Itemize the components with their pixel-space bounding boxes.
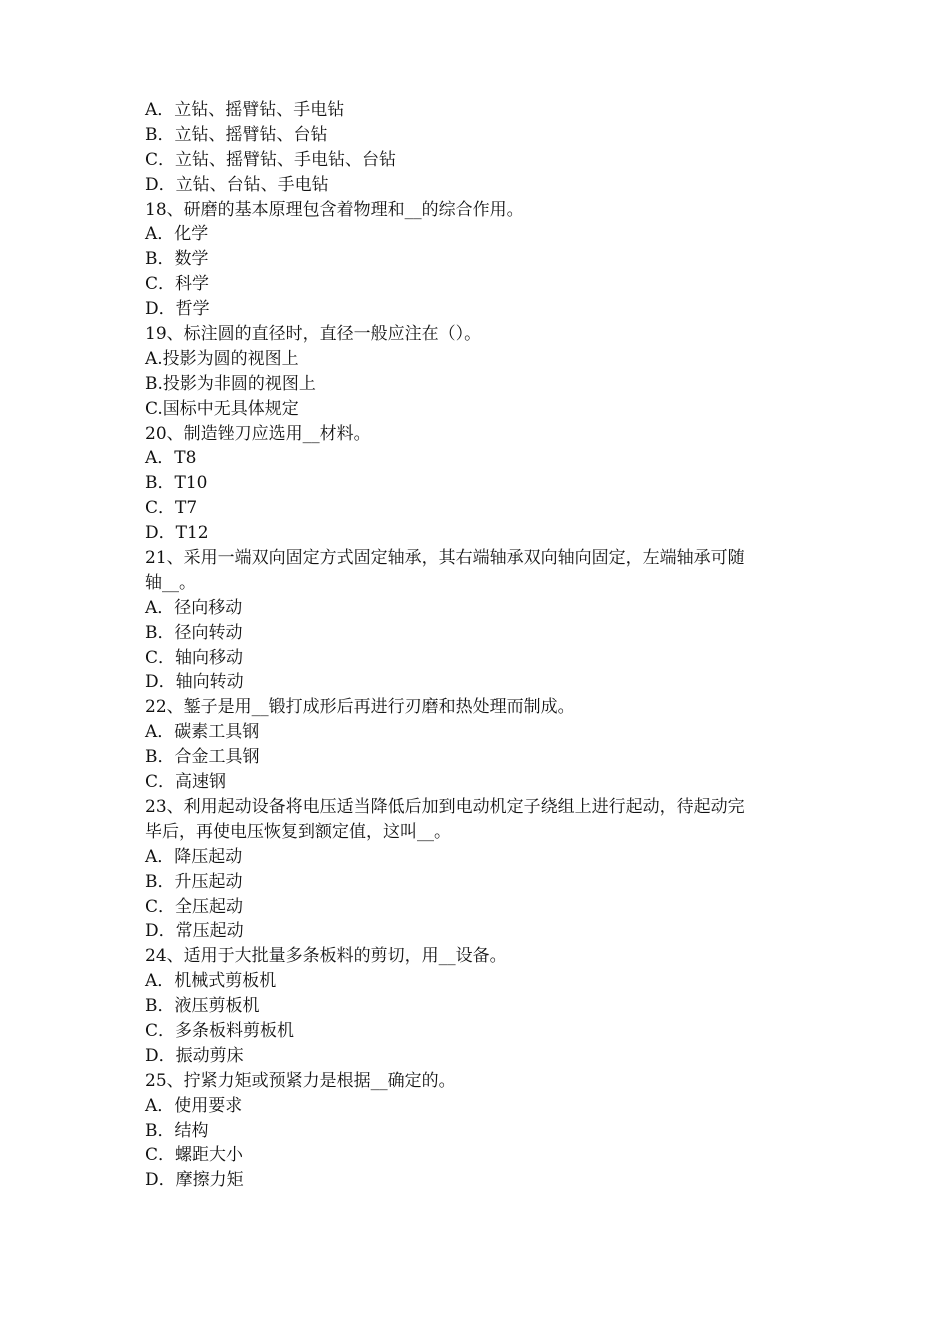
option-a: A．使用要求 [145,1095,243,1116]
option-d: D．轴向转动 [145,672,244,693]
question-21-continued: 轴__。 [145,572,196,593]
option-b: B．数学 [145,249,209,270]
option-a: A．碳素工具钢 [145,722,260,743]
option-c: C．T7 [145,498,198,519]
option-c: C．轴向移动 [145,647,244,668]
question-21: 21、采用一端双向固定方式固定轴承，其右端轴承双向轴向固定，左端轴承可随 [145,548,745,569]
question-20: 20、制造锉刀应选用__材料。 [145,423,371,444]
question-24: 24、适用于大批量多条板料的剪切，用__设备。 [145,946,507,967]
option-b: B．结构 [145,1120,209,1141]
option-d: D．振动剪床 [145,1045,244,1066]
option-c: C．高速钢 [145,772,227,793]
option-c: C.国标中无具体规定 [145,398,299,419]
option-a: A．T8 [145,448,197,469]
question-23: 23、利用起动设备将电压适当降低后加到电动机定子绕组上进行起动，待起动完 [145,796,745,817]
option-a: A．立钻、摇臂钻、手电钻 [145,100,345,120]
option-d: D．摩擦力矩 [145,1170,244,1191]
option-d: D．立钻、台钻、手电钻 [145,174,329,195]
option-b: B．径向转动 [145,622,243,643]
option-a: A．机械式剪板机 [145,971,277,992]
question-18: 18、研磨的基本原理包含着物理和__的综合作用。 [145,199,524,220]
option-c: C．全压起动 [145,896,244,917]
option-b: B．T10 [145,473,208,494]
option-c: C．螺距大小 [145,1145,244,1166]
option-d: D．T12 [145,523,209,544]
option-a: A．径向移动 [145,597,243,618]
option-c: C．立钻、摇臂钻、手电钻、台钻 [145,149,397,170]
option-c: C．多条板料剪板机 [145,1020,295,1041]
question-22: 22、錾子是用__锻打成形后再进行刃磨和热处理而制成。 [145,697,575,718]
option-d: D．哲学 [145,299,210,320]
option-d: D．常压起动 [145,921,244,942]
option-c: C．科学 [145,274,210,295]
option-a: A．降压起动 [145,846,243,867]
option-b: B．液压剪板机 [145,996,260,1017]
question-19: 19、标注圆的直径时，直径一般应注在（）。 [145,324,482,345]
option-a: A.投影为圆的视图上 [145,348,299,369]
option-b: B．升压起动 [145,871,243,892]
option-b: B．合金工具钢 [145,747,260,768]
document-body [145,98,815,1193]
option-b: B．立钻、摇臂钻、台钻 [145,124,328,145]
question-23-continued: 毕后，再使电压恢复到额定值，这叫__。 [145,821,451,842]
option-b: B.投影为非圆的视图上 [145,373,316,394]
question-25: 25、拧紧力矩或预紧力是根据__确定的。 [145,1070,456,1091]
option-a: A．化学 [145,224,209,245]
